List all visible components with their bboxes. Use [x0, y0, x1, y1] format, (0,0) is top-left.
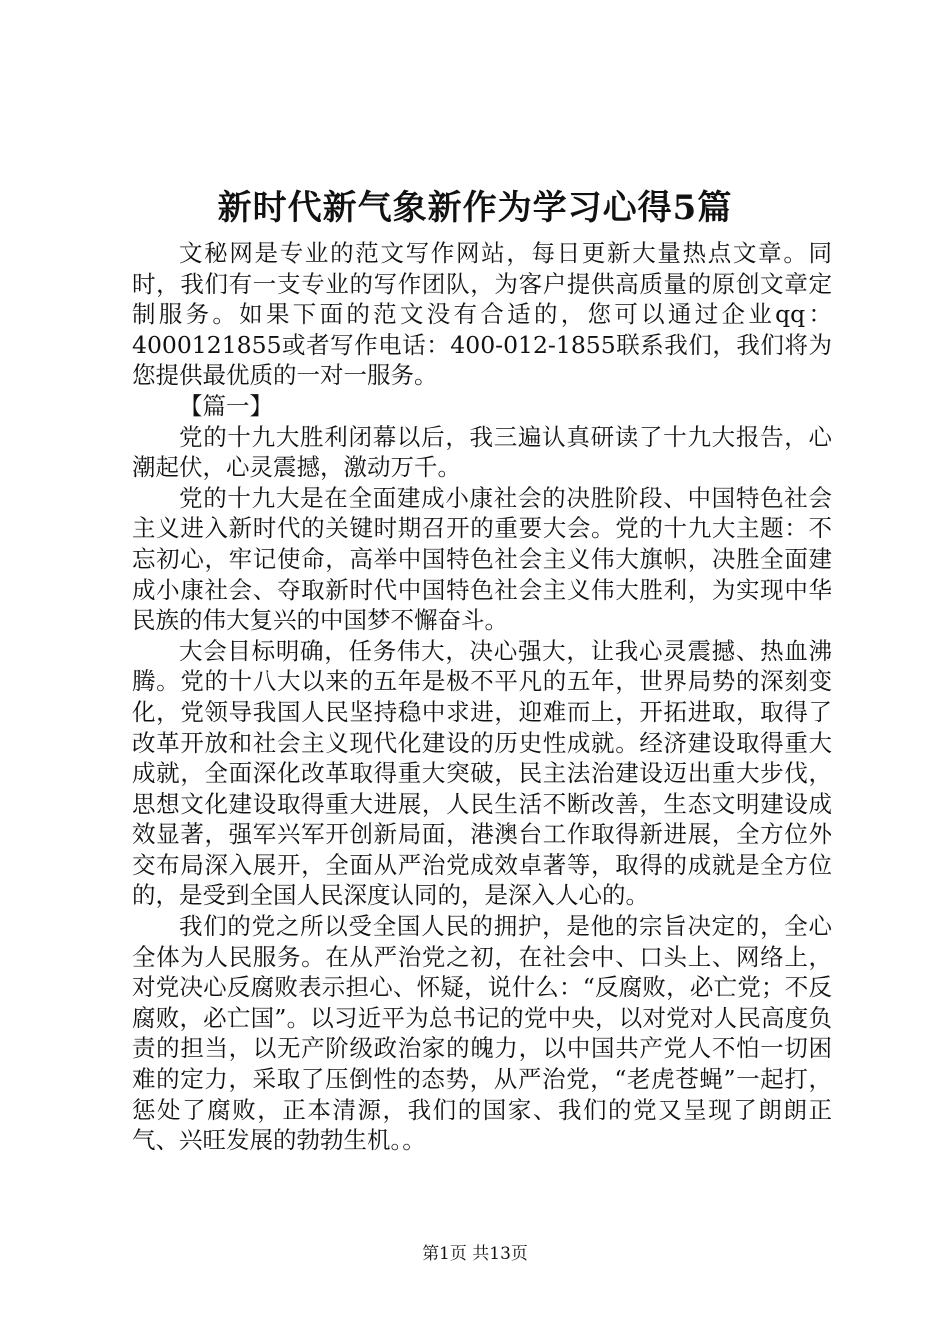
section-heading: 【篇一】 [179, 391, 273, 420]
body-paragraph: 党的十九大胜利闭幕以后，我三遍认真研读了十九大报告，心潮起伏，心灵震撼，激动万千。 [132, 422, 832, 482]
document-title: 新时代新气象新作为学习心得5篇 [217, 188, 733, 228]
page-number-footer: 第1页 共13页 [422, 1244, 528, 1264]
body-paragraph: 党的十九大是在全面建成小康社会的决胜阶段、中国特色社会主义进入新时代的关键时期召开的重要大会。党的十九大主题：不忘初心，牢记使命，高举中国特色社会主义伟大旗帜，决胜全面建成小康社会、夺取新时代中国特色社会主义伟大胜利，为实现中华民族的伟大复兴的中国梦不懈奋斗。 [132, 483, 832, 635]
document-body [132, 238, 832, 1156]
intro-paragraph: 文秘网是专业的范文写作网站，每日更新大量热点文章。同时，我们有一支专业的写作团队，为客户提供高质量的原创文章定制服务。如果下面的范文没有合适的，您可以通过企业qq：4000121855或者写作电话：400-012-1855联系我们，我们将为您提供最优质的一对一服务。 [132, 239, 832, 390]
body-paragraph: 我们的党之所以受全国人民的拥护，是他的宗旨决定的，全心全体为人民服务。在从严治党之初，在社会中、口头上、网络上，对党决心反腐败表示担心、怀疑，说什么：“反腐败，必亡党；不反腐败，必亡国”。以习近平为总书记的党中央，以对党对人民高度负责的担当，以无产阶级政治家的魄力，以中国共产党人不怕一切困难的定力，采取了压倒性的态势，从严治党，“老虎苍蝇”一起打，惩处了腐败，正本清源，我们的国家、我们的党又呈现了朗朗正气、兴旺发展的勃勃生机。。 [132, 912, 832, 1155]
body-paragraph: 大会目标明确，任务伟大，决心强大，让我心灵震撼、热血沸腾。党的十八大以来的五年是极不平凡的五年，世界局势的深刻变化，党领导我国人民坚持稳中求进，迎难而上，开拓进取，取得了改革开放和社会主义现代化建设的历史性成就。经济建设取得重大成就，全面深化改革取得重大突破，民主法治建设迈出重大步伐，思想文化建设取得重大进展，人民生活不断改善，生态文明建设成效显著，强军兴军开创新局面，港澳台工作取得新进展，全方位外交布局深入展开，全面从严治党成效卓著等，取得的成就是全方位的，是受到全国人民深度认同的，是深入人心的。 [132, 636, 832, 910]
